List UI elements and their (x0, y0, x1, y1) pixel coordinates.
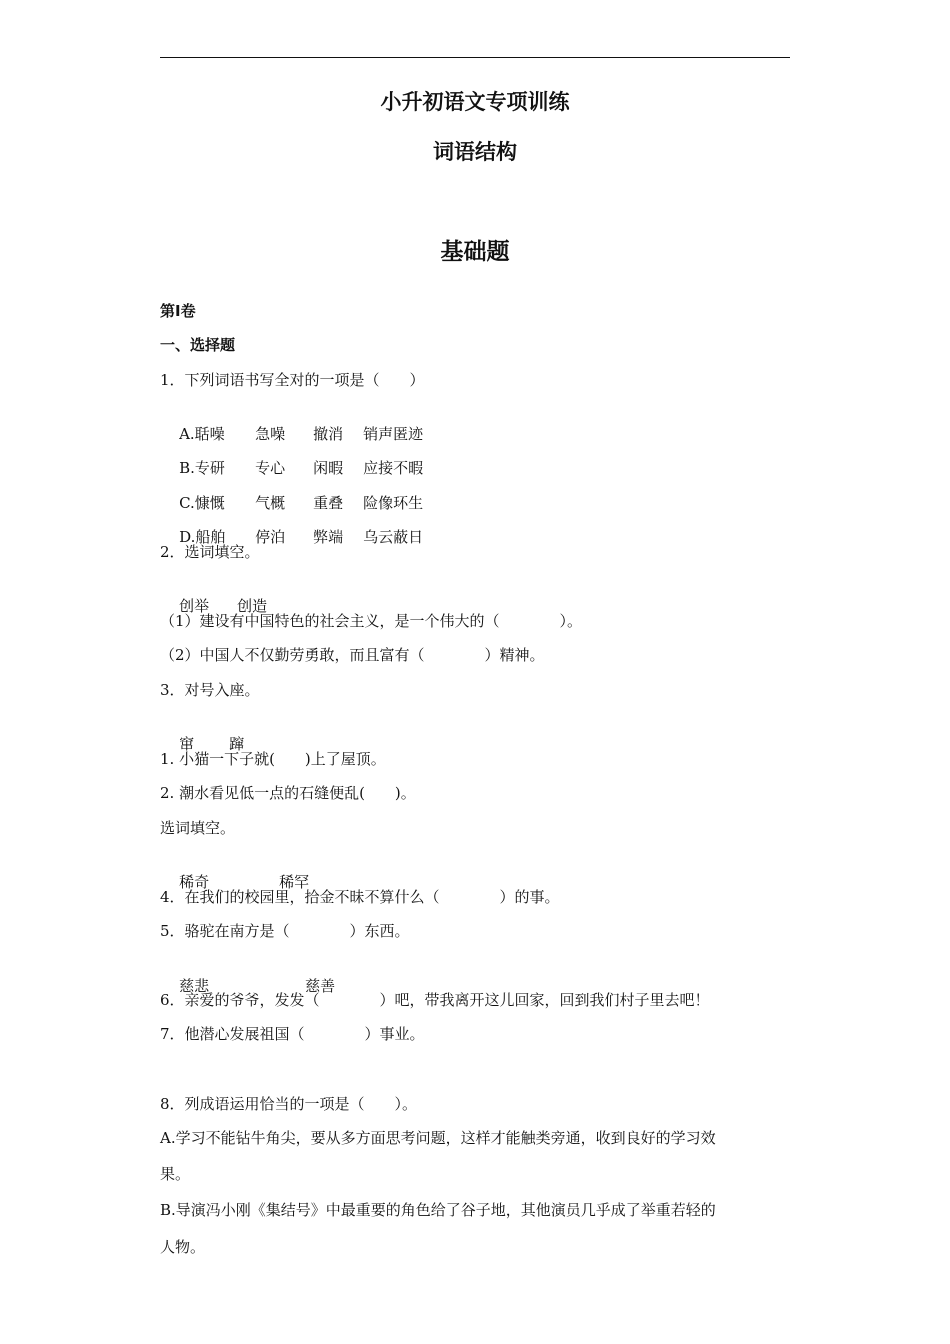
question-2-item-1: （1）建设有中国特色的社会主义，是一个伟大的（ ）。 (160, 612, 583, 630)
question-2-item-2: （2）中国人不仅勤劳勇敢，而且富有（ ）精神。 (160, 646, 545, 664)
document-subtitle: 词语结构 (433, 140, 517, 164)
option-word: 销声匿迹 (363, 425, 424, 443)
option-word: 停泊 (255, 528, 286, 546)
volume-label: 第Ⅰ卷 (160, 302, 196, 320)
fill-in-stem: 选词填空。 (160, 819, 236, 837)
option-word: 重叠 (313, 494, 344, 512)
option-word: 乌云蔽日 (363, 528, 424, 546)
option-word: B.专研 (179, 459, 225, 477)
header-rule (160, 57, 790, 58)
question-8-option-b-line-2: 人物。 (160, 1238, 206, 1256)
question-3-item-1: 1. 小猫一下子就( )上了屋顶。 (160, 750, 386, 768)
option-word: 险像环生 (363, 494, 424, 512)
word-choice: 创造 (237, 597, 268, 615)
question-3-item-2: 2. 潮水看见低一点的石缝便乱( )。 (160, 784, 416, 802)
word-choice: 慈悲 (179, 977, 210, 995)
part-heading: 一、选择题 (160, 336, 236, 354)
question-8-option-a-line-2: 果。 (160, 1165, 191, 1183)
option-word: 气概 (255, 494, 286, 512)
question-8-stem: 8．列成语运用恰当的一项是（ ）。 (160, 1095, 418, 1113)
question-3-stem: 3．对号入座。 (160, 681, 260, 699)
word-choice: 窜 (179, 735, 195, 753)
option-word: 急噪 (255, 425, 286, 443)
option-word: 闲暇 (313, 459, 344, 477)
question-8-option-a-line-1: A.学习不能钻牛角尖，要从多方面思考问题，这样才能触类旁通，收到良好的学习效 (160, 1129, 716, 1147)
word-choice: 慈善 (305, 977, 336, 995)
word-choice: 稀奇 (179, 873, 210, 891)
word-choice: 蹿 (229, 735, 245, 753)
question-2-stem: 2．选词填空。 (160, 543, 260, 561)
option-word: A.聒噪 (179, 425, 225, 443)
word-choice: 创举 (179, 597, 210, 615)
section-heading: 基础题 (440, 239, 510, 265)
option-word: 应接不暇 (363, 459, 424, 477)
question-4: 4．在我们的校园里，拾金不昧不算什么（ ）的事。 (160, 888, 560, 906)
word-choice: 稀罕 (279, 873, 310, 891)
option-word: D.船舶 (179, 528, 226, 546)
document-title: 小升初语文专项训练 (380, 90, 570, 114)
option-word: 专心 (255, 459, 286, 477)
question-7: 7．他潜心发展祖国（ ）事业。 (160, 1025, 425, 1043)
option-word: 弊端 (313, 528, 344, 546)
question-1-stem: 1．下列词语书写全对的一项是（ ） (160, 371, 425, 389)
option-word: 撤消 (313, 425, 344, 443)
option-word: C.慷慨 (179, 494, 225, 512)
question-6: 6．亲爱的爷爷，发发（ ）吧，带我离开这儿回家，回到我们村子里去吧！ (160, 991, 710, 1009)
question-8-option-b-line-1: B.导演冯小刚《集结号》中最重要的角色给了谷子地，其他演员几乎成了举重若轻的 (160, 1201, 716, 1219)
question-5: 5．骆驼在南方是（ ）东西。 (160, 922, 410, 940)
